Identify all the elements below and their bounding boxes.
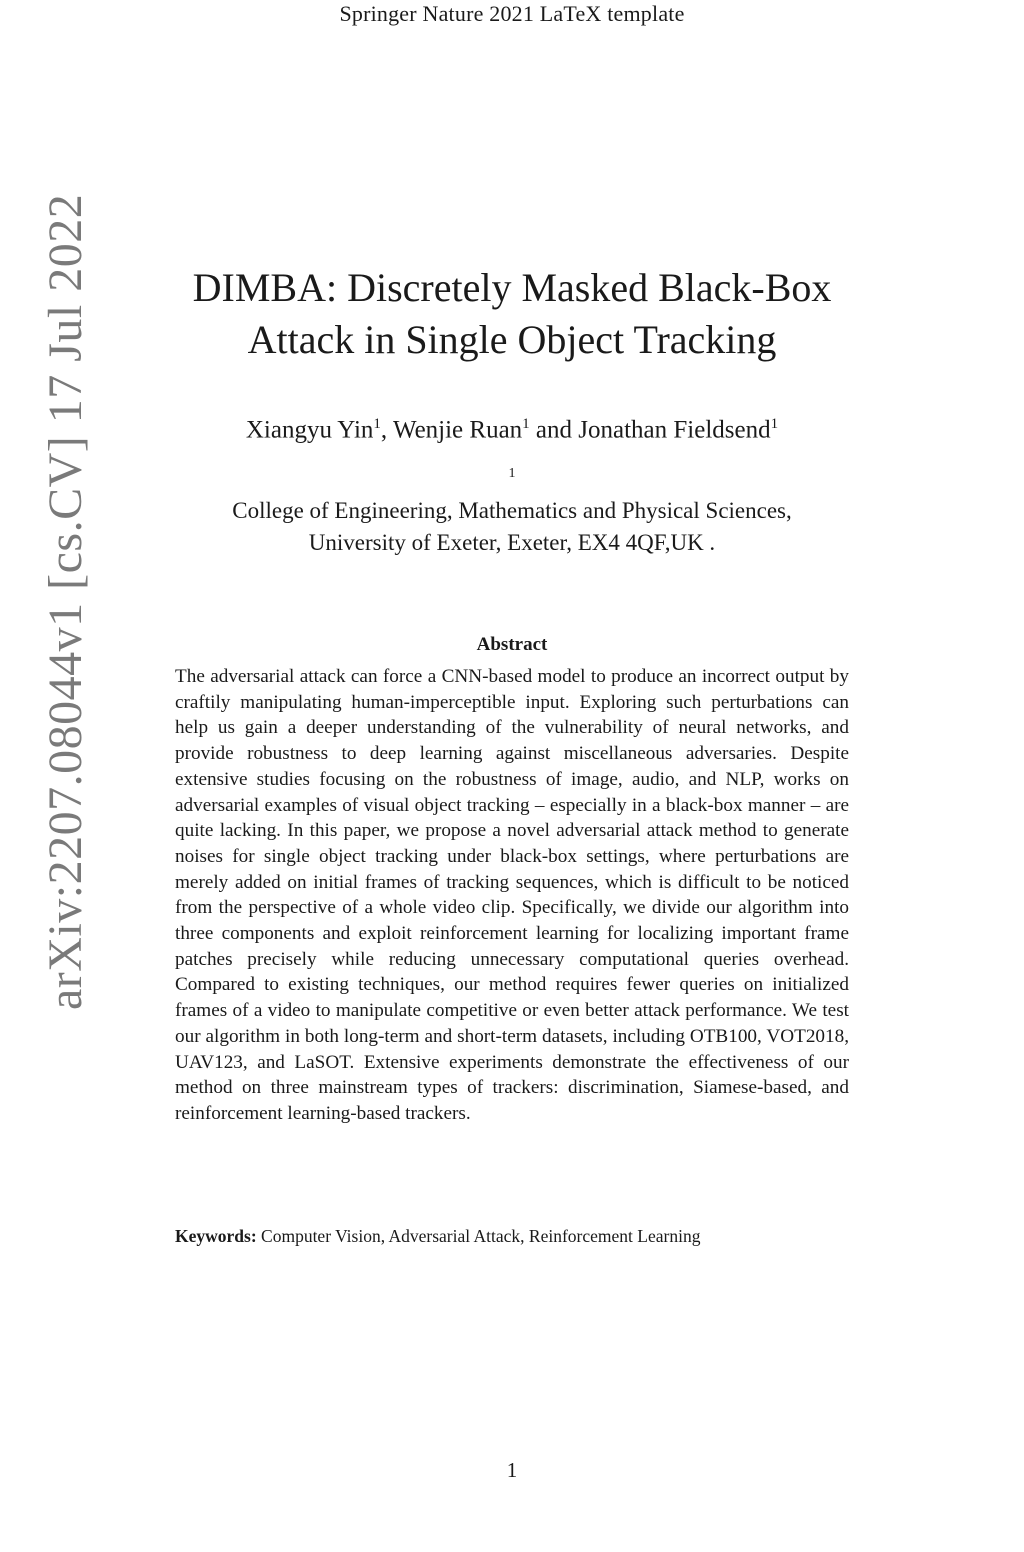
affiliation-line-1 [110, 458, 914, 527]
affiliation-text: College of Engineering, Mathematics and Physical Sciences, [232, 497, 792, 523]
keywords-value: Computer Vision, Adversarial Attack, Reinforcement Learning [261, 1226, 701, 1246]
affiliation-mark: 1 [522, 416, 530, 432]
author-list [100, 406, 924, 448]
title-line-2: Attack in Single Object Tracking [247, 317, 777, 362]
author-name: Xiangyu Yin [245, 416, 374, 444]
abstract-text: The adversarial attack can force a CNN-based model to produce an incorrect output by craftily manipulating human-imperceptible input. Exploring such perturbations can help us gain a deeper understanding of the vulnerability of neural networks, and provide robustness to deep learning against miscellaneous adversaries. Despite extensive studies focusing on the robustness of image, audio, and NLP, works on adversarial examples of visual object tracking – especially in a black-box manner – are quite lacking. In this paper, we propose a novel adversarial attack method to generate noises for single object tracking under black-box settings, where perturbations are merely added on initial frames of tracking sequences, which is difficult to be noticed from the perspective of a whole video clip. Specifically, we divide our algorithm into three components and exploit reinforcement learning for localizing important frame patches precisely while reducing unnecessary computational queries overhead. Compared to existing techniques, our method requires fewer queries on initialized frames of a video to manipulate competitive or even better attack performance. We test our algorithm in both long-term and short-term datasets, including OTB100, VOT2018, UAV123, and LaSOT. Extensive experiments demonstrate the effectiveness of our method on three mainstream types of trackers: discrimination, Siamese-based, and reinforcement learning-based trackers. [175, 666, 849, 1124]
title-line-1: DIMBA: Discretely Masked Black-Box [192, 265, 832, 310]
page-number: 1 [506, 1458, 518, 1482]
author-separator: , [380, 416, 393, 444]
affiliation-mark: 1 [508, 466, 516, 481]
abstract-heading: Abstract [476, 634, 548, 655]
affiliation [110, 458, 914, 559]
author-name: Jonathan Fieldsend [578, 416, 771, 444]
keywords-label: Keywords: [175, 1226, 257, 1246]
paper-title [150, 262, 874, 366]
running-header: Springer Nature 2021 LaTeX template [339, 1, 685, 26]
author-name: Wenjie Ruan [392, 416, 523, 444]
author-separator: and [529, 416, 579, 444]
affiliation-mark: 1 [770, 416, 779, 432]
arxiv-identifier-stamp: arXiv:2207.08044v1 [cs.CV] 17 Jul 2022 [39, 193, 92, 1010]
affiliation-line-2: University of Exeter, Exeter, EX4 4QF,UK . [308, 529, 716, 555]
keywords [175, 1224, 875, 1248]
affiliation-mark: 1 [373, 416, 381, 432]
